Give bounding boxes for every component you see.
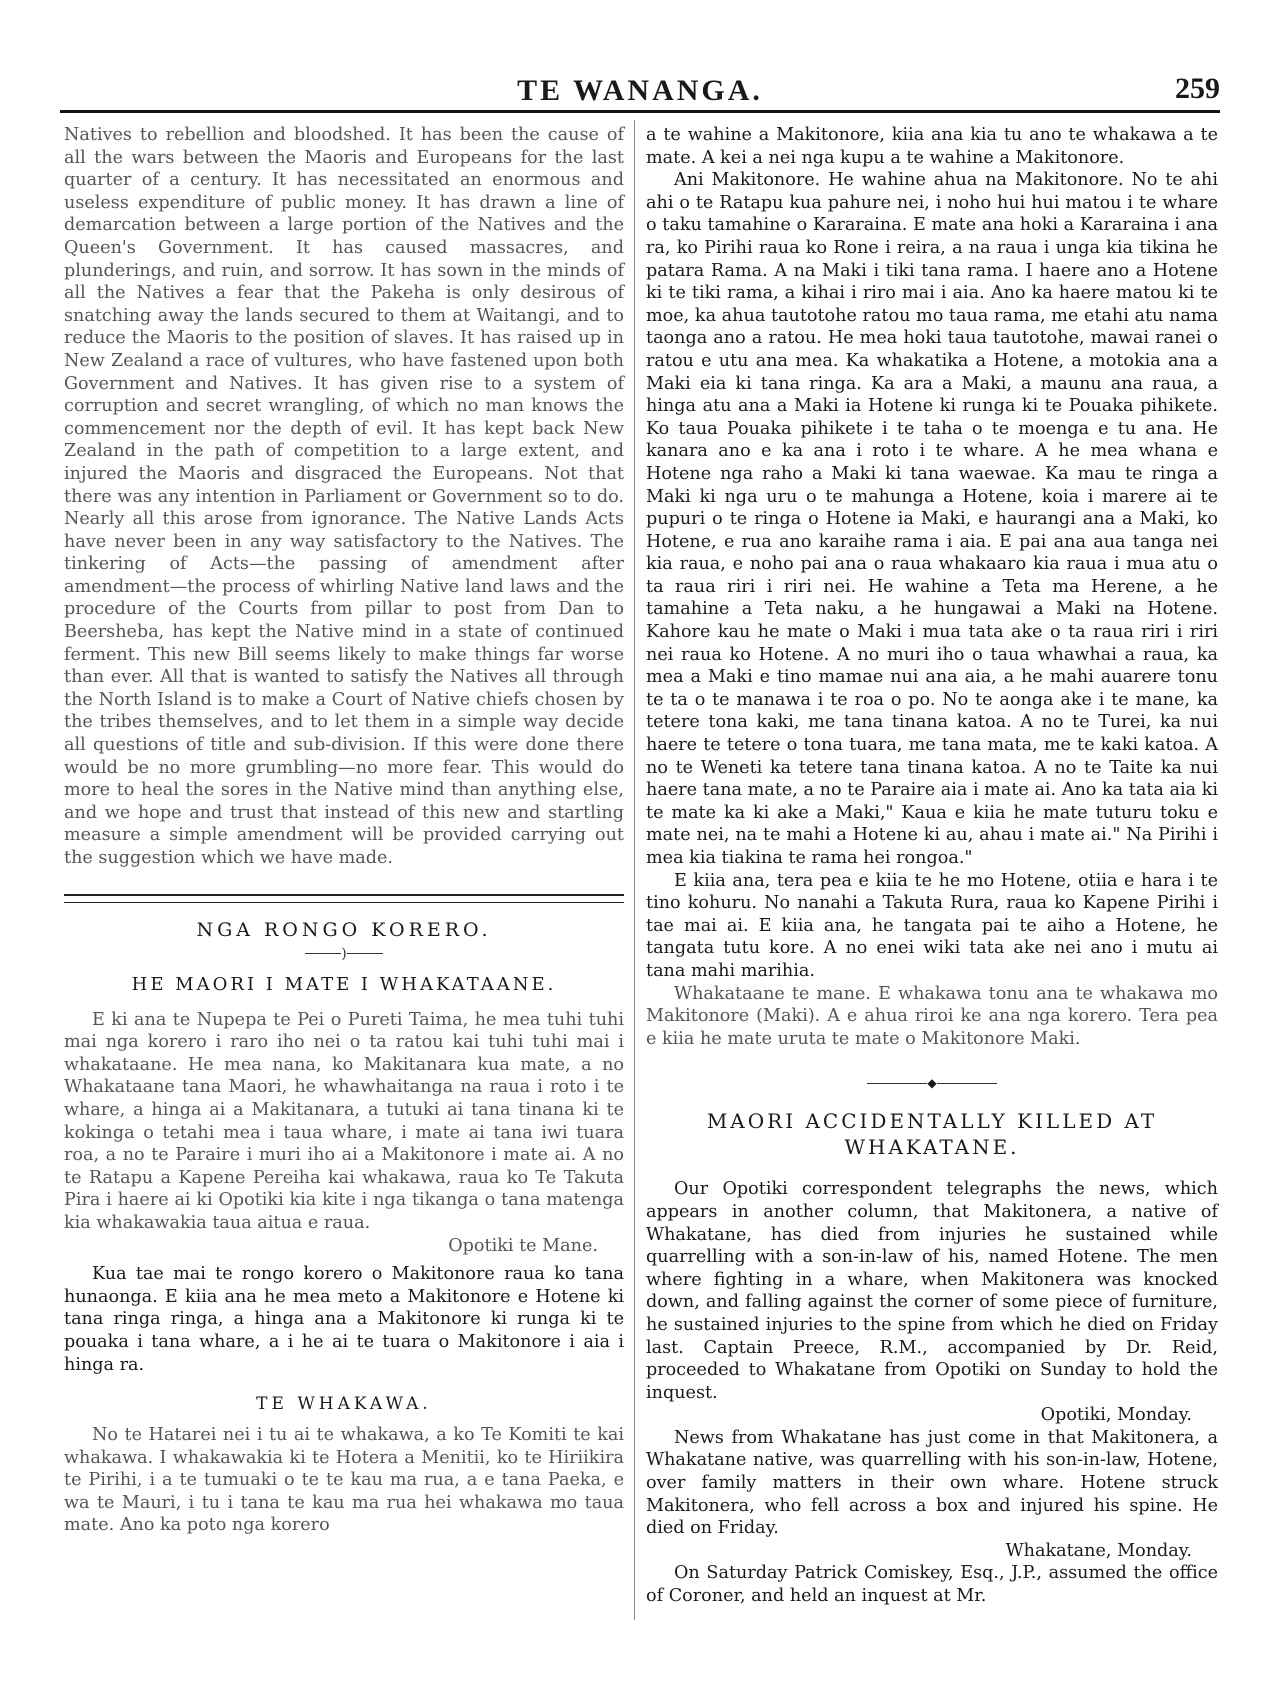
section-rule [64,894,624,903]
english-paragraph: News from Whakatane has just come in that Makitonera, a Whakatane native, was quarrelling with his son-in-law, Hotene, over family matters in their own whare. Hotene struck Makitonera, who fell across a box and injured his spine. He died on Friday. [646,1427,1218,1539]
testimony-paragraph: Whakataane te mane. E whakawa tonu ana te whakawa mo Makitonore (Maki). A e ahua riroi ke ana nga korero. Tera pea e kiia he mate uruta te mate o Makitonore Maki. [646,983,1218,1049]
editorial-paragraph: Natives to rebellion and bloodshed. It has been the cause of all the wars between the Maoris and Europeans for the last quarter of a century. It has necessitated an enormous and useless expenditure of public money. It has drawn a line of demarcation between a large portion of the Natives and the Queen's Government. It has caused massacres, and plunderings, and ruin, and sorrow. It has sown in the minds of all the Natives a fear that the Pakeha is only desirous of snatching away the lands secured to them at Waitangi, and to reduce the Maoris to the position of slaves. It has raised up in New Zealand a race of vultures, who have fastened upon both Government and Natives. It has given rise to a system of corruption and secret wrangling, of which no man knows the commencement nor the depth of evil. It has kept back New Zealand in the path of competition to a large extent, and injured the Maoris and disgraced the Europeans. Not that there was any intention in Parliament or Government so to do. Nearly all this arose from ignorance. The Native Lands Acts have never been in any way satisfactory to the Natives. The tinkering of Acts—the passing of amendment after amendment—the process of whirling Native land laws and the procedure of the Courts from pillar to post from Dan to Beersheba, has kept the Native mind in a state of continued ferment. This new Bill seems likely to make things far worse than ever. All that is wanted to satisfy the Natives all through the North Island is to make a Court of Native chiefs chosen by the tribes themselves, and to let them in a simple way decide all questions of title and sub-division. If this were done there would be no more grumbling—no more fear. This would do more to heal the sores in the Native mind than anything else, and we hope and trust that instead of this new and startling measure a simple amendment will be provided carrying out the suggestion which we have made. [64,125,624,868]
masthead-title: TE WANANGA. [517,74,763,107]
article-paragraph: E ki ana te Nupepa te Pei o Pureti Taima, he mea tuhi tuhi mai nga korero i raro iho nei o ta ratou kai tuhi tuhi mai i whakataane. He mea nana, ko Makitanara kua mate, a no Whakataane tana Maori, he whawhaitanga na raua i roto i te whare, a hinga ai a Makitanara, a tutuki ai tana tinana ki te kokinga o tetahi mea i taua whare, i mate ai tana iwi tuara roa, a no te Paraire i muri iho ai a Makitonore i mate ai. A no te Ratapu a Kapene Pereiha kai whakawa, raua ko Te Takuta Pira i haere ai ki Opotiki kia kite i nga tikanga o tana matenga kia whakawakia taua aitua e raua. [64,1009,624,1233]
english-dateline: Whakatane, Monday. [1005,1540,1192,1561]
column-divider [634,120,635,1620]
english-dateline: Opotiki, Monday. [1040,1405,1192,1426]
ornament-divider: ◆ [646,1076,1218,1090]
page-number: 259 [1175,72,1220,105]
article-dateline: Opotiki te Mane. [448,1235,598,1256]
article-paragraph: No te Hatarei nei i tu ai te whakawa, a ko Te Komiti te kai whakawa. I whakawakia ki te Hotera a Menitii, ko te Hiriikira te Pirihi, i a te tumuaki o te te kau ma rua, a e tana Paeka, e wa te Mauri, i tu i tana te kau ma rua hei whakawa mo taua mate. Ano ka poto nga korero [64,1425,624,1536]
ornament-divider: ) [64,947,624,961]
article-heading-maori: HE MAORI I MATE I WHAKATAANE. [131,973,557,995]
testimony-paragraph: a te wahine a Makitonore, kiia ana kia tu ano te whakawa a te mate. A kei a nei nga kupu a te wahine a Makitonore. [646,125,1218,168]
left-column [64,124,624,1537]
article-heading-english: MAORI ACCIDENTALLY KILLED AT WHAKATANE. [706,1109,1158,1160]
section-heading: NGA RONGO KORERO. [196,918,492,941]
article-paragraph: Kua tae mai te rongo korero o Makitonore raua ko tana hunaonga. E kiia ana he mea meto a Makitonore e Hotene ki tana ringa ringa, a hinga ana a Makitonore ki runga ki te pouaka i tana whare, a i he ai te tuara o Makitonore i aia i hinga ra. [64,1264,624,1375]
english-paragraph: On Saturday Patrick Comiskey, Esq., J.P., assumed the office of Coroner, and held an inquest at Mr. [646,1563,1218,1607]
english-paragraph: Our Opotiki correspondent telegraphs the news, which appears in another column, that Makitonera, a native of Whakatane, has died from injuries he sustained while quarrelling with a son-in-law of his, named Hotene. The men where fighting in a whare, when Makitonera was knocked down, and falling against the corner of some piece of furniture, he sustained injuries to the spine from which he died on Friday last. Captain Preece, R.M., accompanied by Dr. Reid, proceeded to Whakatane from Opotiki on Sunday to hold the inquest. [646,1179,1218,1403]
right-column [646,124,1218,1608]
testimony-paragraph: E kiia ana, tera pea e kiia te he mo Hotene, otiia e hara i te tino kohuru. No nanahi a Takuta Rura, raua ko Kapene Pirihi i tae mai ai. E kiia ana, he tangata pai te aiho a Hotene, he tangata tutu kore. A no enei wiki tata ake nei ano i mutu ai tana mahi marihia. [646,870,1218,981]
testimony-paragraph: Ani Makitonore. He wahine ahua na Makitonore. No te ahi ahi o te Ratapu kua pahure nei, i noho hui hui matou i te whare o taku tamahine o Kararaina. E mate ana hoki a Kararaina i ana ra, ko Pirihi raua ko Rone i reira, a na raua i unga kia tikina he patara Rama. A na Maki i tiki tana rama. I haere ano a Hotene ki te tiki rama, a kihai i riro mai i aia. Ano ka haere matou ki te moe, ka ahua tautotohe ratou mo taua rama, me etahi atu nama taonga ano a ratou. He mea hoki taua tautotohe, mawai ranei o ratou e utu ana mea. Ka whakatika a Hotene, a motokia ana a Maki eia ki tana ringa. Ka ara a Maki, a maunu ana raua, a hinga atu ana a Maki ia Hotene ki runga ki te Pouaka pihikete. Ko taua Pouaka pihikete i te taha o te moenga e tu ana. He kanara ano e ka ana i roto i te whare. A he mea whana e Hotene nga raho a Maki ki tana waewae. Ka mau te ringa a Maki ki nga uru o te mahunga a Hotene, koia i marere ai te pupuri o te ringa o Hotene ia Maki, e haurangi ana a Maki, ko Hotene, e rua ano karaihe rama i aia. E pai ana aua tanga nei kia raua, e noho pai ana o raua whakaaro kia raua i mua atu o ta raua riri i riri nei. He wahine a Teta ma Herene, a he tamahine a Teta naku, a he hungawai a Maki na Hotene. Kahore kau he mate o Maki i mua tata ake o ta raua riri i riri nei raua ko Hotene. A no muri iho o taua whawhai a raua, ka mea a Maki e tino mamae nui ana aia, a he mahi auarere tonu te ta o te manawa i te roa o po. No te aonga ake i te mane, ka tetere tona kaki, me tana tinana katoa. A no te Turei, ka nui haere te tetere o tona tuara, me tana mata, me te kaki katoa. A no te Weneti ka tetere tana tinana katoa. A no te Taite ka nui haere tana mate, a no te Paraire aia i mate ai. Ano ka tata aia ki te mate ka ki ake a Maki," Kaua e kiia he mate tuturu toku e mate nei, na te mahi a Hotene ki au, ahau i mate ai." Na Pirihi i mea kia tiakina te rama hei rongoa." [646,170,1218,868]
masthead [60,62,1220,113]
article-heading-whakawa: TE WHAKAWA. [256,1394,432,1415]
